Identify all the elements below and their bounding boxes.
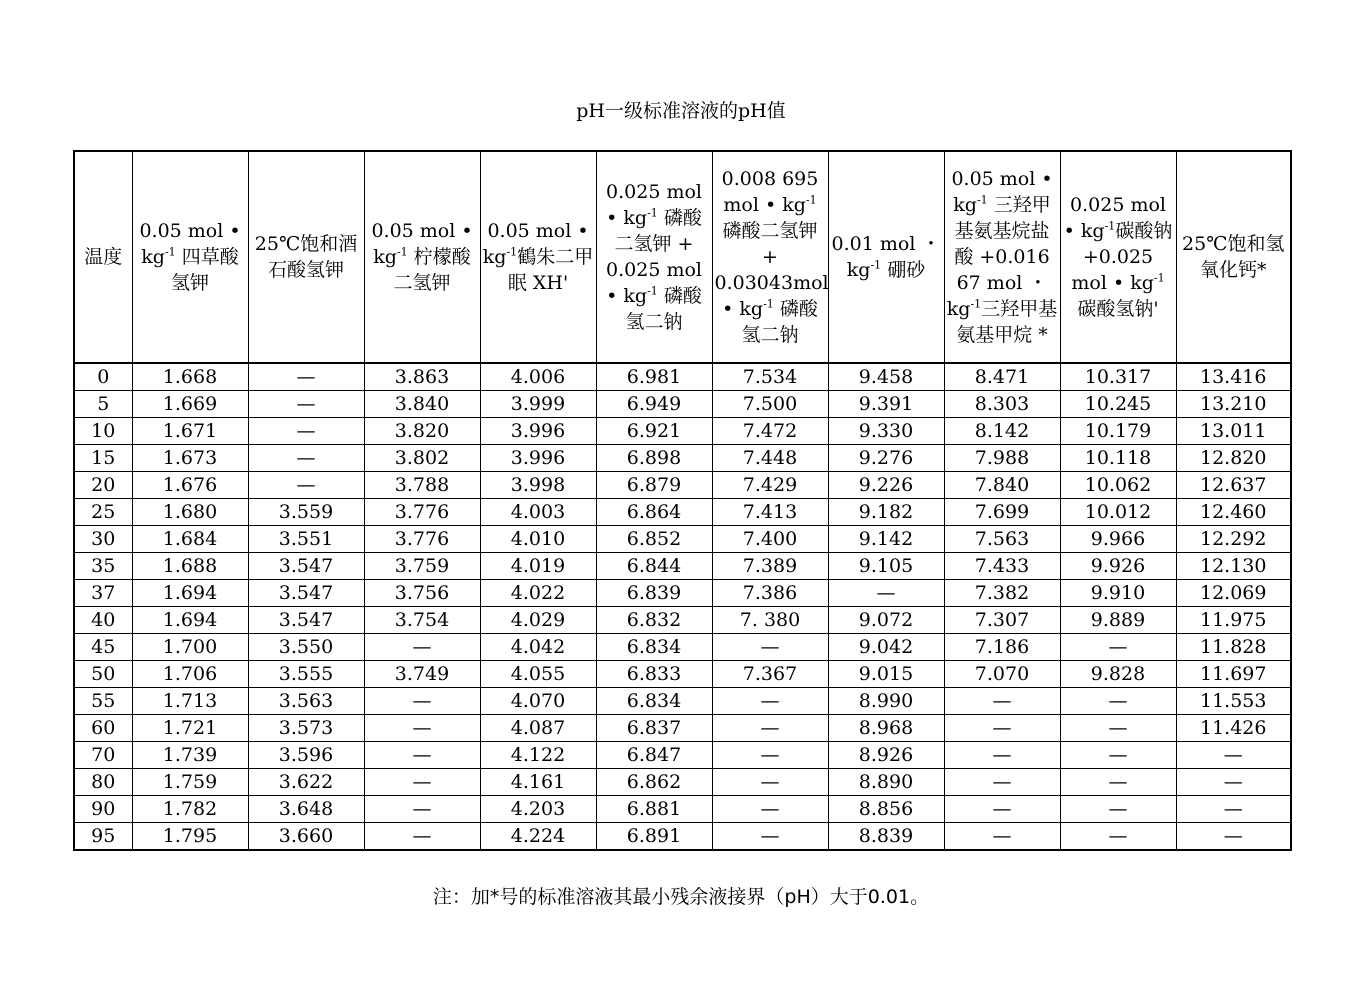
ph-value-cell: 7.433 [944, 553, 1060, 580]
ph-value-cell: 3.802 [364, 445, 480, 472]
ph-value-cell: 7.840 [944, 472, 1060, 499]
temperature-cell: 0 [74, 363, 132, 391]
ph-value-cell: 4.224 [480, 823, 596, 851]
ph-value-cell: 7.413 [712, 499, 828, 526]
ph-value-cell: 6.834 [596, 634, 712, 661]
ph-value-cell: — [1060, 769, 1176, 796]
ph-value-cell: 4.029 [480, 607, 596, 634]
ph-value-cell: — [712, 715, 828, 742]
ph-value-cell: — [1176, 823, 1291, 851]
table-row [74, 553, 1291, 580]
ph-value-cell: 9.142 [828, 526, 944, 553]
ph-value-cell: 3.563 [248, 688, 364, 715]
ph-value-cell: 6.834 [596, 688, 712, 715]
ph-value-cell: — [364, 715, 480, 742]
ph-value-cell: 7.367 [712, 661, 828, 688]
table-row [74, 445, 1291, 472]
header-cell: 0.008 695 mol • $kg^{-1}$ 磷酸二氢钾 + 0.03043mol • $kg^{-1}$ 磷酸氢二钠 [712, 151, 828, 363]
ph-value-cell: 12.069 [1176, 580, 1291, 607]
ph-value-cell: 11.828 [1176, 634, 1291, 661]
ph-value-cell: 7.563 [944, 526, 1060, 553]
ph-value-cell: 3.998 [480, 472, 596, 499]
ph-value-cell: 9.015 [828, 661, 944, 688]
ph-value-cell: 9.910 [1060, 580, 1176, 607]
ph-value-cell: 12.820 [1176, 445, 1291, 472]
ph-value-cell: 8.303 [944, 391, 1060, 418]
ph-value-cell: 3.776 [364, 499, 480, 526]
ph-value-cell: 9.042 [828, 634, 944, 661]
ph-value-cell: 3.776 [364, 526, 480, 553]
ph-value-cell: 7.448 [712, 445, 828, 472]
header-cell: 0.05 mol • $kg^{-1}$ 柠檬酸二氢钾 [364, 151, 480, 363]
ph-value-cell: 3.547 [248, 607, 364, 634]
ph-value-cell: 4.070 [480, 688, 596, 715]
footnote: 注：加*号的标准溶液其最小残余液接界（pH）大于0.01。 [432, 886, 930, 908]
ph-value-cell: 7.386 [712, 580, 828, 607]
ph-value-cell: 8.856 [828, 796, 944, 823]
ph-value-cell: 6.921 [596, 418, 712, 445]
ph-value-cell: — [828, 580, 944, 607]
temperature-cell: 45 [74, 634, 132, 661]
ph-value-cell: 6.837 [596, 715, 712, 742]
ph-value-cell: 10.245 [1060, 391, 1176, 418]
ph-value-cell: 7.699 [944, 499, 1060, 526]
ph-value-cell: 3.996 [480, 445, 596, 472]
ph-value-cell: 4.019 [480, 553, 596, 580]
ph-value-cell: 3.596 [248, 742, 364, 769]
ph-value-cell: 13.011 [1176, 418, 1291, 445]
ph-value-cell: 6.879 [596, 472, 712, 499]
ph-value-cell: 10.062 [1060, 472, 1176, 499]
ph-value-cell: 1.721 [132, 715, 248, 742]
table-row [74, 688, 1291, 715]
temperature-cell: 50 [74, 661, 132, 688]
ph-value-cell: 12.637 [1176, 472, 1291, 499]
ph-value-cell: 3.756 [364, 580, 480, 607]
ph-value-cell: 3.573 [248, 715, 364, 742]
ph-value-cell: 9.889 [1060, 607, 1176, 634]
temperature-cell: 15 [74, 445, 132, 472]
ph-value-cell: 9.105 [828, 553, 944, 580]
ph-value-cell: 6.949 [596, 391, 712, 418]
ph-value-cell: 9.966 [1060, 526, 1176, 553]
ph-value-cell: 11.426 [1176, 715, 1291, 742]
ph-value-cell: — [248, 418, 364, 445]
temperature-cell: 20 [74, 472, 132, 499]
ph-value-cell: 4.203 [480, 796, 596, 823]
ph-standard-table [73, 150, 1292, 851]
ph-value-cell: 13.210 [1176, 391, 1291, 418]
ph-value-cell: — [1176, 742, 1291, 769]
ph-value-cell: 9.276 [828, 445, 944, 472]
temperature-cell: 80 [74, 769, 132, 796]
ph-value-cell: 7.472 [712, 418, 828, 445]
ph-value-cell: 6.981 [596, 363, 712, 391]
ph-value-cell: 10.118 [1060, 445, 1176, 472]
ph-value-cell: 8.926 [828, 742, 944, 769]
ph-value-cell: 4.010 [480, 526, 596, 553]
ph-value-cell: 9.828 [1060, 661, 1176, 688]
ph-value-cell: 7.186 [944, 634, 1060, 661]
ph-value-cell: 4.042 [480, 634, 596, 661]
ph-value-cell: — [944, 688, 1060, 715]
ph-value-cell: 1.759 [132, 769, 248, 796]
ph-value-cell: 6.852 [596, 526, 712, 553]
ph-value-cell: — [1060, 742, 1176, 769]
table-row [74, 634, 1291, 661]
ph-value-cell: 4.087 [480, 715, 596, 742]
ph-value-cell: — [944, 715, 1060, 742]
ph-value-cell: 1.668 [132, 363, 248, 391]
ph-value-cell: — [712, 769, 828, 796]
ph-value-cell: 9.182 [828, 499, 944, 526]
ph-value-cell: — [248, 391, 364, 418]
ph-value-cell: 3.788 [364, 472, 480, 499]
ph-value-cell: 3.863 [364, 363, 480, 391]
ph-value-cell: — [248, 445, 364, 472]
ph-value-cell: — [944, 742, 1060, 769]
ph-value-cell: — [712, 796, 828, 823]
ph-value-cell: 6.847 [596, 742, 712, 769]
table-row [74, 607, 1291, 634]
ph-value-cell: 7.400 [712, 526, 828, 553]
ph-value-cell: 1.694 [132, 607, 248, 634]
header-cell: 0.025 mol • $kg^{-1}$ 磷酸二氢钾 + 0.025 mol • $kg^{-1}$ 磷酸氢二钠 [596, 151, 712, 363]
ph-value-cell: 6.839 [596, 580, 712, 607]
ph-value-cell: 3.622 [248, 769, 364, 796]
temperature-cell: 10 [74, 418, 132, 445]
header-cell: 25℃饱和氢氧化钙* [1176, 151, 1291, 363]
header-cell: 0.01 mol ・ $kg^{-1}$ 硼砂 [828, 151, 944, 363]
ph-value-cell: — [1060, 634, 1176, 661]
table-row [74, 796, 1291, 823]
ph-value-cell: 1.673 [132, 445, 248, 472]
ph-value-cell: — [712, 634, 828, 661]
ph-value-cell: — [248, 472, 364, 499]
table-row [74, 580, 1291, 607]
ph-value-cell: 7. 380 [712, 607, 828, 634]
table-row [74, 472, 1291, 499]
table-row [74, 391, 1291, 418]
table-row [74, 742, 1291, 769]
ph-value-cell: 8.471 [944, 363, 1060, 391]
ph-value-cell: — [944, 769, 1060, 796]
ph-value-cell: — [1176, 769, 1291, 796]
table-row [74, 499, 1291, 526]
ph-value-cell: — [944, 823, 1060, 851]
ph-value-cell: 4.161 [480, 769, 596, 796]
ph-value-cell: 6.864 [596, 499, 712, 526]
ph-value-cell: 3.547 [248, 580, 364, 607]
table-row [74, 715, 1291, 742]
ph-value-cell: 6.844 [596, 553, 712, 580]
ph-value-cell: 6.832 [596, 607, 712, 634]
header-cell: 温度 [74, 151, 132, 363]
ph-value-cell: 1.700 [132, 634, 248, 661]
ph-value-cell: — [1060, 688, 1176, 715]
ph-value-cell: 9.391 [828, 391, 944, 418]
temperature-cell: 70 [74, 742, 132, 769]
ph-value-cell: 6.898 [596, 445, 712, 472]
header-cell: 25℃饱和酒石酸氢钾 [248, 151, 364, 363]
ph-value-cell: 4.022 [480, 580, 596, 607]
ph-value-cell: 4.055 [480, 661, 596, 688]
ph-value-cell: 7.534 [712, 363, 828, 391]
ph-value-cell: 1.739 [132, 742, 248, 769]
ph-value-cell: 3.660 [248, 823, 364, 851]
ph-value-cell: 3.749 [364, 661, 480, 688]
table-row [74, 661, 1291, 688]
ph-value-cell: 1.694 [132, 580, 248, 607]
ph-value-cell: — [712, 823, 828, 851]
ph-value-cell: 3.559 [248, 499, 364, 526]
ph-value-cell: 11.697 [1176, 661, 1291, 688]
ph-value-cell: 1.782 [132, 796, 248, 823]
temperature-cell: 60 [74, 715, 132, 742]
temperature-cell: 25 [74, 499, 132, 526]
ph-value-cell: — [364, 823, 480, 851]
page-title: pH一级标准溶液的pH值 [576, 100, 786, 122]
temperature-cell: 95 [74, 823, 132, 851]
ph-value-cell: — [1060, 823, 1176, 851]
temperature-cell: 90 [74, 796, 132, 823]
ph-value-cell: 7.988 [944, 445, 1060, 472]
ph-value-cell: 8.890 [828, 769, 944, 796]
table-row [74, 823, 1291, 851]
ph-value-cell: 7.070 [944, 661, 1060, 688]
ph-value-cell: 8.968 [828, 715, 944, 742]
table-row [74, 418, 1291, 445]
ph-value-cell: 4.003 [480, 499, 596, 526]
header-cell: 0.025 mol • $kg^{-1}$碳酸钠 +0.025 mol • $kg^{-1}$碳酸氢钠' [1060, 151, 1176, 363]
temperature-cell: 35 [74, 553, 132, 580]
table-body [74, 363, 1291, 850]
ph-value-cell: 1.676 [132, 472, 248, 499]
ph-value-cell: 10.317 [1060, 363, 1176, 391]
ph-value-cell: — [944, 796, 1060, 823]
ph-value-cell: — [364, 796, 480, 823]
table-row [74, 363, 1291, 391]
ph-value-cell: 11.975 [1176, 607, 1291, 634]
ph-value-cell: 8.990 [828, 688, 944, 715]
table-header-row [74, 151, 1291, 363]
ph-value-cell: — [364, 688, 480, 715]
ph-value-cell: 13.416 [1176, 363, 1291, 391]
ph-value-cell: 1.713 [132, 688, 248, 715]
ph-value-cell: 3.759 [364, 553, 480, 580]
temperature-cell: 40 [74, 607, 132, 634]
ph-value-cell: 7.389 [712, 553, 828, 580]
ph-value-cell: 3.840 [364, 391, 480, 418]
ph-value-cell: — [248, 363, 364, 391]
ph-value-cell: 9.072 [828, 607, 944, 634]
ph-value-cell: — [1060, 715, 1176, 742]
ph-value-cell: 3.547 [248, 553, 364, 580]
ph-value-cell: — [1176, 796, 1291, 823]
ph-value-cell: 10.012 [1060, 499, 1176, 526]
ph-value-cell: 7.429 [712, 472, 828, 499]
ph-value-cell: 4.006 [480, 363, 596, 391]
ph-value-cell: 1.680 [132, 499, 248, 526]
ph-value-cell: 12.292 [1176, 526, 1291, 553]
ph-value-cell: — [712, 688, 828, 715]
ph-value-cell: 7.500 [712, 391, 828, 418]
ph-value-cell: 9.458 [828, 363, 944, 391]
ph-value-cell: 3.550 [248, 634, 364, 661]
ph-value-cell: 7.307 [944, 607, 1060, 634]
ph-value-cell: 1.795 [132, 823, 248, 851]
ph-value-cell: — [1060, 796, 1176, 823]
ph-value-cell: 9.226 [828, 472, 944, 499]
ph-value-cell: 9.926 [1060, 553, 1176, 580]
ph-value-cell: 1.688 [132, 553, 248, 580]
ph-value-cell: 6.891 [596, 823, 712, 851]
temperature-cell: 30 [74, 526, 132, 553]
temperature-cell: 5 [74, 391, 132, 418]
ph-value-cell: 12.460 [1176, 499, 1291, 526]
ph-value-cell: 1.671 [132, 418, 248, 445]
ph-value-cell: 4.122 [480, 742, 596, 769]
table-row [74, 526, 1291, 553]
ph-value-cell: 3.999 [480, 391, 596, 418]
ph-value-cell: 9.330 [828, 418, 944, 445]
ph-value-cell: 1.669 [132, 391, 248, 418]
ph-value-cell: 11.553 [1176, 688, 1291, 715]
ph-value-cell: 7.382 [944, 580, 1060, 607]
ph-value-cell: 6.862 [596, 769, 712, 796]
ph-value-cell: — [364, 634, 480, 661]
ph-value-cell: 10.179 [1060, 418, 1176, 445]
ph-value-cell: 6.833 [596, 661, 712, 688]
header-cell: 0.05 mol • $kg^{-1}$ 四草酸氢钾 [132, 151, 248, 363]
ph-value-cell: 3.551 [248, 526, 364, 553]
ph-value-cell: 3.648 [248, 796, 364, 823]
temperature-cell: 55 [74, 688, 132, 715]
ph-value-cell: 8.142 [944, 418, 1060, 445]
ph-value-cell: — [712, 742, 828, 769]
ph-value-cell: 3.555 [248, 661, 364, 688]
ph-value-cell: 3.754 [364, 607, 480, 634]
ph-value-cell: 8.839 [828, 823, 944, 851]
ph-value-cell: — [364, 742, 480, 769]
ph-value-cell: 1.684 [132, 526, 248, 553]
ph-value-cell: — [364, 769, 480, 796]
ph-value-cell: 1.706 [132, 661, 248, 688]
ph-value-cell: 3.820 [364, 418, 480, 445]
temperature-cell: 37 [74, 580, 132, 607]
table-row [74, 769, 1291, 796]
ph-value-cell: 6.881 [596, 796, 712, 823]
ph-value-cell: 12.130 [1176, 553, 1291, 580]
ph-value-cell: 3.996 [480, 418, 596, 445]
header-cell: 0.05 mol • $kg^{-1}$鶴朱二甲眠 XH' [480, 151, 596, 363]
header-cell: 0.05 mol • $kg^{-1}$ 三羟甲基氨基烷盐酸 +0.016 67 mol ・ $kg^{-1}$三羟甲基氨基甲烷 * [944, 151, 1060, 363]
